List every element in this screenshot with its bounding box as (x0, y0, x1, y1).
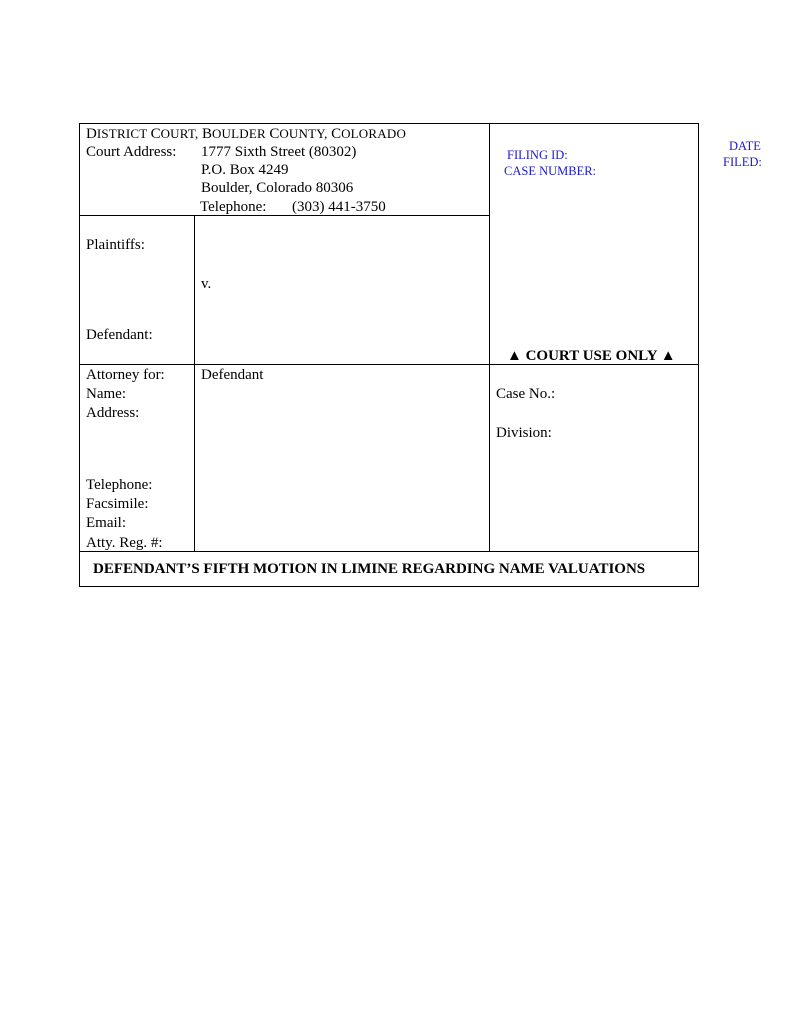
table-border-bottom (79, 586, 699, 587)
versus-label: v. (201, 276, 212, 292)
court-telephone-label: Telephone: (200, 199, 267, 215)
table-border-right (698, 123, 699, 587)
attorney-email-label: Email: (86, 515, 126, 531)
court-telephone-value: (303) 441-3750 (292, 199, 386, 215)
motion-title: DEFENDANT’S FIFTH MOTION IN LIMINE REGARDING NAME VALUATIONS (93, 561, 646, 577)
table-border-left (79, 123, 80, 587)
column-divider-right (489, 123, 490, 551)
plaintiffs-label: Plaintiffs: (86, 237, 145, 253)
date-filed-label-line-1: DATE (729, 139, 761, 153)
court-address-line-3: Boulder, Colorado 80306 (201, 180, 354, 196)
court-address-label: Court Address: (86, 144, 177, 160)
row-divider-court (79, 215, 490, 216)
court-name: DISTRICT COURT, BOULDER COUNTY, COLORADO (86, 126, 407, 142)
attorney-reg-label: Atty. Reg. #: (86, 535, 163, 551)
court-address-line-1: 1777 Sixth Street (80302) (201, 144, 357, 160)
court-address-line-2: P.O. Box 4249 (201, 162, 289, 178)
attorney-facsimile-label: Facsimile: (86, 496, 149, 512)
row-divider-title (79, 551, 699, 552)
defendant-label: Defendant: (86, 327, 153, 343)
filing-id-label: FILING ID: (507, 148, 568, 162)
case-no-label: Case No.: (496, 386, 556, 402)
attorney-for-value: Defendant (201, 367, 264, 383)
attorney-for-label: Attorney for: (86, 367, 165, 383)
date-filed-label-line-2: FILED: (723, 155, 762, 169)
attorney-name-label: Name: (86, 386, 126, 402)
court-use-only-label: ▲ COURT USE ONLY ▲ (507, 348, 676, 364)
attorney-telephone-label: Telephone: (86, 477, 153, 493)
division-label: Division: (496, 425, 552, 441)
case-number-label: CASE NUMBER: (504, 164, 597, 178)
column-divider-left (194, 215, 195, 551)
attorney-address-label: Address: (86, 405, 140, 421)
table-border-top (79, 123, 699, 124)
